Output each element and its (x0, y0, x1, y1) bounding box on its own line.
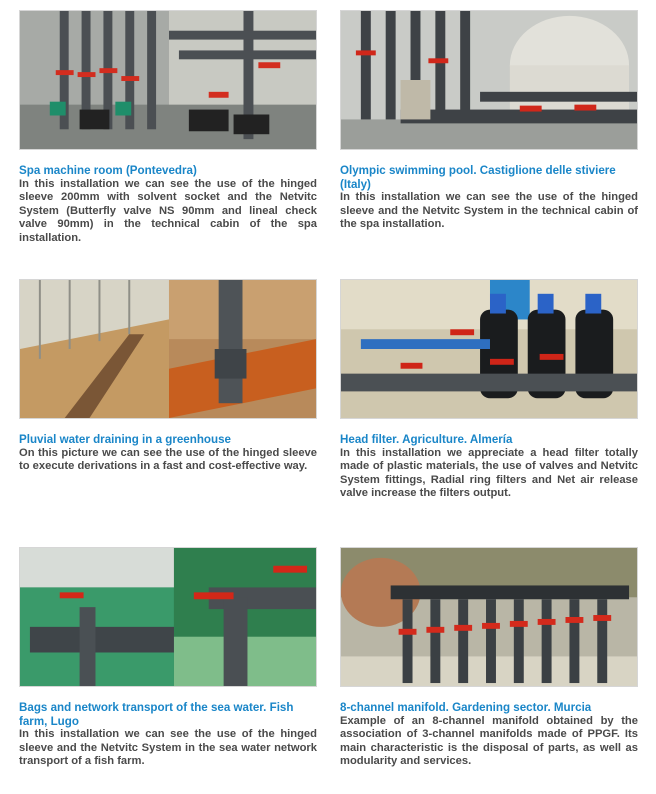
card-description: In this installation we can see the use of the hinged sleeve and the Netvitc System in the technical cabin of the spa installation. (340, 191, 638, 231)
card-title: Olympic swimming pool. Castiglione delle stiviere (Italy) (340, 164, 616, 191)
card-title: Head filter. Agriculture. Almería (340, 433, 513, 446)
card-description: On this picture we can see the use of the hinged sleeve to execute derivations in a fast and cost-effective way. (19, 446, 317, 473)
installation-card (19, 279, 317, 474)
installation-card (340, 547, 638, 769)
spa-machine-room-photo (19, 10, 317, 150)
card-description: Example of an 8-channel manifold obtained by the association of 3-channel manifolds made of PPGF. Its main characteristic is the disposal of parts, as well as modularity and services. (340, 714, 638, 768)
manifold-photo (340, 547, 638, 687)
card-title: Bags and network transport of the sea water. Fish farm, Lugo (19, 701, 294, 728)
head-filter-photo (340, 279, 638, 419)
installation-card (340, 279, 638, 501)
installation-card (340, 10, 638, 232)
card-title: Pluvial water draining in a greenhouse (19, 433, 231, 446)
fish-farm-photo (19, 547, 317, 687)
card-description: In this installation we can see the use of the hinged sleeve and the Netvitc System in the sea water network transport of a fish farm. (19, 728, 317, 768)
installation-card (19, 547, 317, 769)
card-description: In this installation we can see the use of the hinged sleeve 200mm with solvent socket and the Netvitc System (Butterfly valve NS 90mm and lineal check valve 90mm) in the technical cabin of the spa installation. (19, 177, 317, 244)
card-title: 8-channel manifold. Gardening sector. Murcia (340, 701, 592, 714)
greenhouse-drainage-photo (19, 279, 317, 419)
installation-card (19, 10, 317, 246)
card-title: Spa machine room (Pontevedra) (19, 164, 197, 177)
card-description: In this installation we appreciate a head filter totally made of plastic materials, the use of valves and Netvitc System fittings, Radial ring filters and Net air release valve increase the filters output. (340, 446, 638, 500)
olympic-pool-photo (340, 10, 638, 150)
